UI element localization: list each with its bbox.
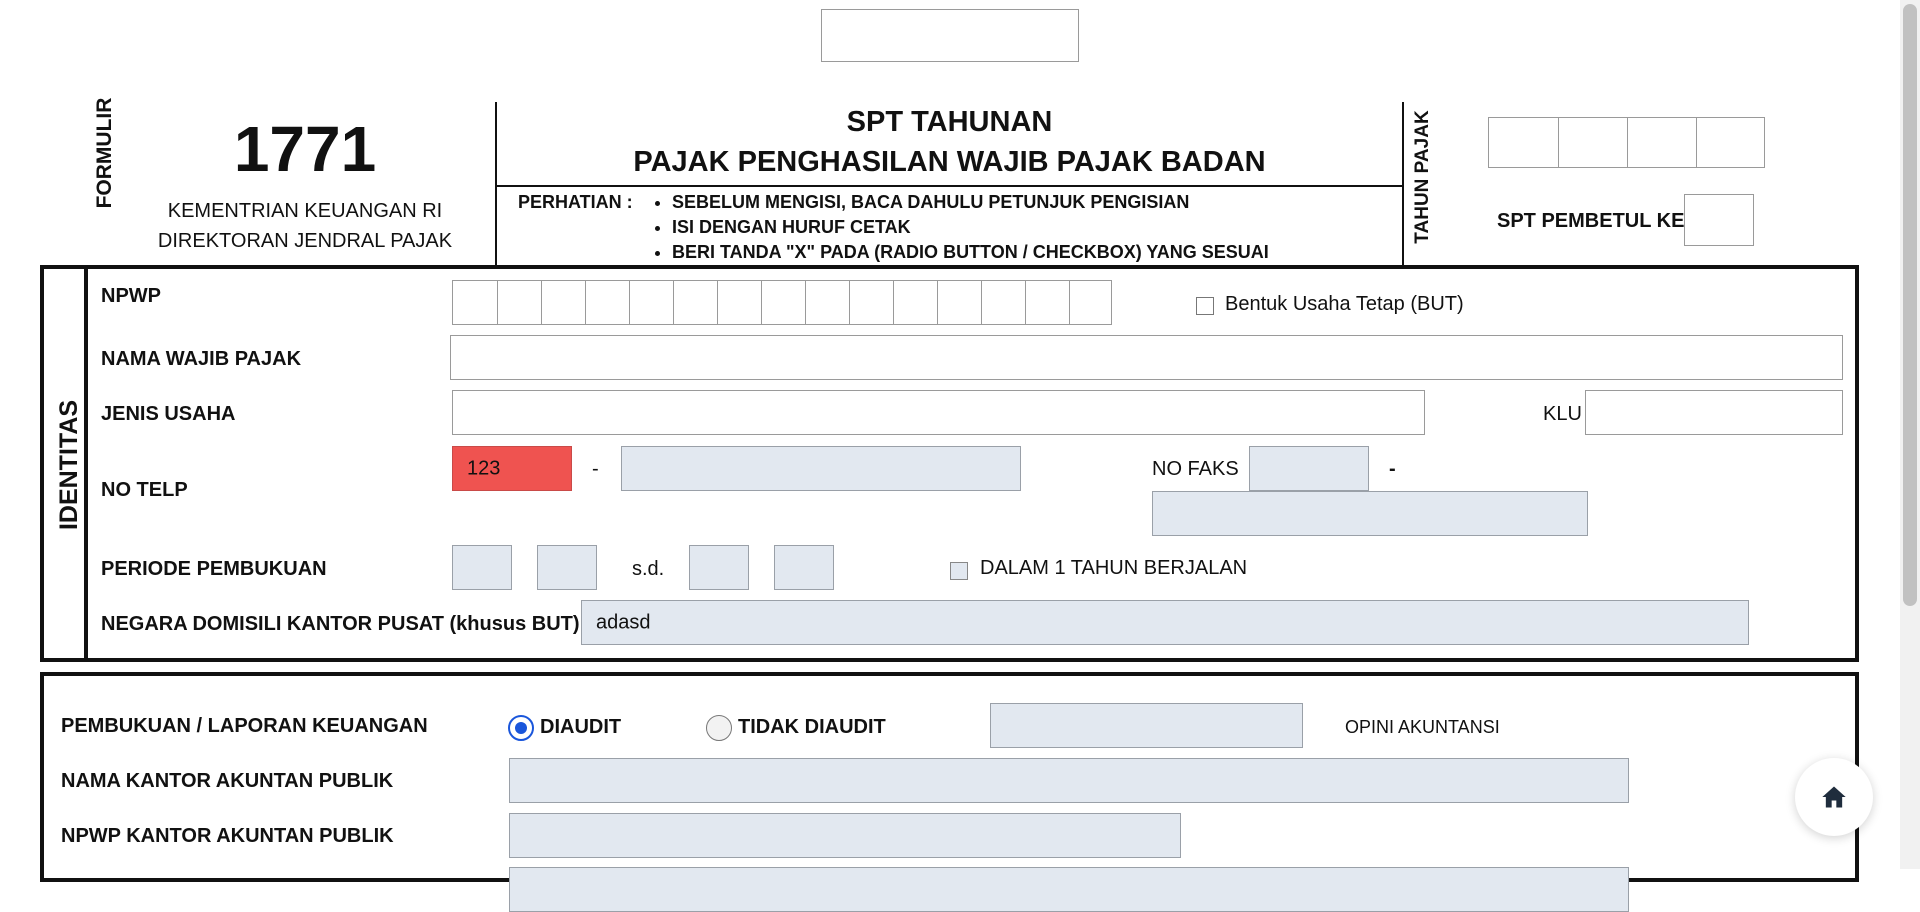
home-button[interactable] (1795, 758, 1873, 836)
faks-dash: - (1389, 458, 1396, 480)
diaudit-radio[interactable] (508, 715, 534, 741)
pembukuan-label: PEMBUKUAN / LAPORAN KEUANGAN (61, 715, 428, 737)
opini-akuntansi-label: OPINI AKUNTANSI (1345, 717, 1500, 737)
sd-label: s.d. (632, 558, 665, 580)
tahun-pajak-label: TAHUN PAJAK (1412, 110, 1433, 244)
no-faks-label: NO FAKS (1152, 458, 1239, 480)
perhatian-label: PERHATIAN : (518, 192, 633, 212)
npwp-label: NPWP (101, 285, 161, 307)
periode-start-year-input[interactable] (537, 545, 597, 590)
form-number: 1771 (233, 113, 377, 185)
faks-number-input[interactable] (1152, 491, 1588, 536)
nama-wajib-pajak-label: NAMA WAJIB PAJAK (101, 348, 302, 370)
dalam-tahun-checkbox[interactable] (950, 562, 968, 580)
klu-label: KLU (1543, 403, 1582, 425)
note-item: • ISI DENGAN HURUF CETAK (672, 215, 1269, 240)
top-box-input[interactable] (821, 9, 1079, 62)
form-title-line1: SPT TAHUNAN (846, 106, 1053, 138)
formulir-label: FORMULIR (93, 97, 116, 209)
tidak-diaudit-radio[interactable] (706, 715, 732, 741)
negara-domisili-input[interactable] (581, 600, 1749, 645)
spt-pembetul-label: SPT PEMBETUL KE (1497, 210, 1685, 232)
title-divider (497, 185, 1402, 187)
periode-pembukuan-label: PERIODE PEMBUKUAN (101, 558, 327, 580)
jenis-usaha-label: JENIS USAHA (101, 403, 236, 425)
home-icon (1820, 783, 1848, 811)
npwp-kap-label: NPWP KANTOR AKUNTAN PUBLIK (61, 825, 394, 847)
nama-kap-input[interactable] (509, 758, 1629, 803)
tidak-diaudit-label: TIDAK DIAUDIT (738, 716, 886, 738)
periode-end-month-input[interactable] (689, 545, 749, 590)
negara-domisili-label: NEGARA DOMISILI KANTOR PUSAT (khusus BUT) (101, 613, 580, 635)
faks-area-code-input[interactable] (1249, 446, 1369, 491)
dalam-tahun-label: DALAM 1 TAHUN BERJALAN (980, 557, 1248, 579)
telp-area-code-value: 123 (467, 457, 501, 479)
npwp-input[interactable] (452, 280, 1112, 325)
nama-wajib-pajak-input[interactable] (450, 335, 1843, 380)
notes-list (650, 190, 1269, 265)
telp-area-code-input[interactable] (452, 446, 572, 491)
npwp-kap-input[interactable] (509, 813, 1181, 858)
no-telp-label: NO TELP (101, 479, 188, 501)
directorate-name: DIREKTORAN JENDRAL PAJAK (157, 230, 453, 252)
jenis-usaha-input[interactable] (452, 390, 1425, 435)
diaudit-label: DIAUDIT (540, 716, 622, 738)
klu-input[interactable] (1585, 390, 1843, 435)
telp-number-input[interactable] (621, 446, 1021, 491)
negara-domisili-value: adasd (596, 611, 651, 633)
identitas-label: IDENTITAS (55, 399, 83, 531)
periode-start-month-input[interactable] (452, 545, 512, 590)
telp-dash: - (592, 458, 599, 480)
periode-end-year-input[interactable] (774, 545, 834, 590)
ministry-name: KEMENTRIAN KEUANGAN RI (167, 200, 443, 222)
note-item: • BERI TANDA "X" PADA (RADIO BUTTON / CHECKBOX) YANG SESUAI (672, 240, 1269, 265)
note-item: • SEBELUM MENGISI, BACA DAHULU PETUNJUK PENGISIAN (672, 190, 1269, 215)
but-checkbox[interactable] (1196, 297, 1214, 315)
tahun-pajak-input[interactable] (1488, 117, 1765, 168)
form-title-line2: PAJAK PENGHASILAN WAJIB PAJAK BADAN (633, 146, 1266, 178)
opini-akuntansi-input[interactable] (990, 703, 1303, 748)
spt-pembetul-input[interactable] (1684, 194, 1754, 246)
nama-kap-label: NAMA KANTOR AKUNTAN PUBLIK (61, 770, 394, 792)
scrollbar-thumb[interactable] (1903, 4, 1917, 606)
header-divider-right (1402, 102, 1404, 265)
next-row-input[interactable] (509, 867, 1629, 912)
but-label: Bentuk Usaha Tetap (BUT) (1225, 293, 1464, 315)
